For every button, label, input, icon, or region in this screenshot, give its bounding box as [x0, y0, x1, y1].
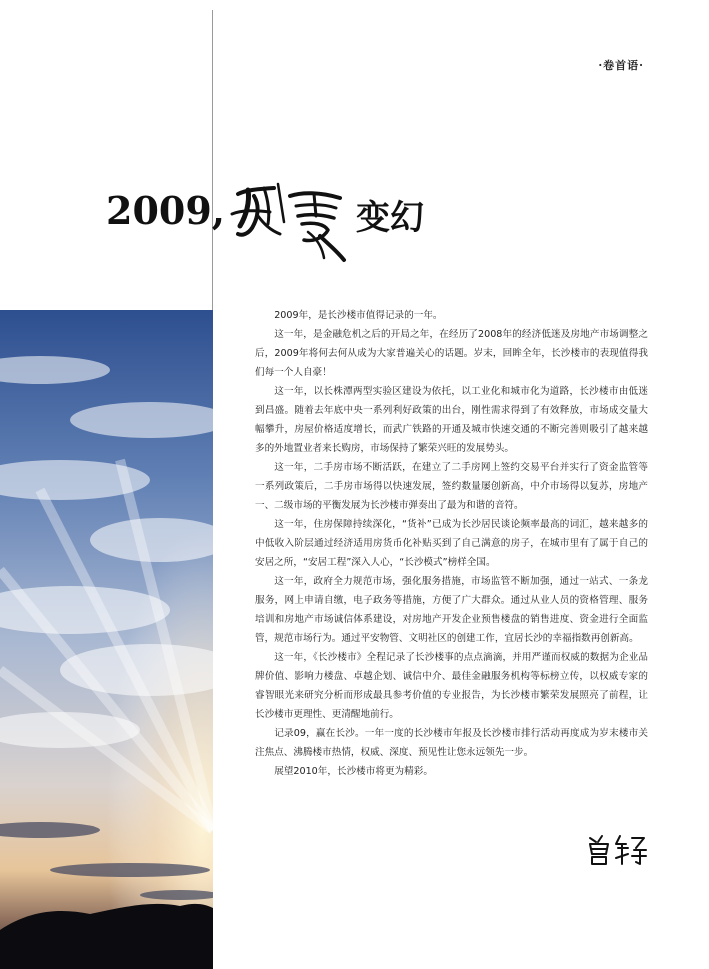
article-paragraph: 2009年，是长沙楼市值得记录的一年。: [274, 310, 443, 321]
section-label: ·卷首语·: [598, 59, 644, 72]
article-paragraph: 这一年，以长株潭两型实验区建设为依托，以工业化和城市化为道路，长沙楼市由低迷到昌盛。随着去年底中央一系列利好政策的出台，刚性需求得到了有效释放，市场成交量大幅攀升，房屋价格适度增长，而武广铁路的开通及城市快速交通的不断完善则吸引了越来越多的外地置业者来长购房，市场保持了繁荣兴旺的发展势头。: [255, 386, 648, 454]
article-paragraph: 这一年，住房保障持续深化，“货补”已成为长沙居民谈论频率最高的词汇，越来越多的中低收入阶层通过经济适用房货币化补贴买到了自己满意的房子，在城市里有了属于自己的安居之所，“安居工程”深入人心，“长沙模式”榜样全国。: [255, 519, 648, 568]
article-paragraph: 展望2010年，长沙楼市将更为精彩。: [274, 766, 433, 777]
article-paragraph: 这一年，政府全力规范市场，强化服务措施，市场监管不断加强，通过一站式、一条龙服务，网上申请自缴，电子政务等措施，方便了广大群众。通过从业人员的资格管理、服务培训和房地产市场诚信体系建设，对房地产开发企业预售楼盘的销售进度、资金进行全面监管，规范市场行为。通过平安物管、文明社区的创建工作，宜居长沙的幸福指数再创新高。: [255, 576, 648, 644]
headline-year: 2009,: [106, 188, 225, 233]
article-body: [255, 306, 648, 781]
headline: [106, 176, 466, 266]
headline-calligraphy: [224, 176, 356, 266]
author-signature: [586, 832, 650, 866]
article-paragraph: 这一年，《长沙楼市》全程记录了长沙楼事的点点滴滴，并用严谨而权威的数据为企业品牌价值、影响力楼盘、卓越企划、诚信中介、最佳金融服务机构等标榜立传，以权威专家的睿智眼光来研究分析而形成最具参考价值的专业报告，为长沙楼市繁荣发展照亮了前程，让长沙楼市更理性、更清醒地前行。: [255, 652, 648, 720]
article-paragraph: 这一年，是金融危机之后的开局之年，在经历了2008年的经济低迷及房地产市场调整之后，2009年将何去何从成为大家普遍关心的话题。岁末，回眸全年，长沙楼市的表现值得我们每一个人自豪！: [255, 329, 648, 378]
article-paragraph: 这一年，二手房市场不断活跃，在建立了二手房网上签约交易平台并实行了资金监管等一系列政策后，二手房市场得以快速发展，签约数量屡创新高，中介市场得以复苏，房地产一、二级市场的平衡发展为长沙楼市弹奏出了最为和谐的音符。: [255, 462, 648, 511]
headline-tail: 变幻: [356, 198, 424, 238]
article-paragraph: 记录09，赢在长沙。一年一度的长沙楼市年报及长沙楼市排行活动再度成为岁末楼市关注焦点、沸腾楼市热情，权威、深度、预见性让您永远领先一步。: [255, 728, 648, 758]
sky-photo: [0, 310, 213, 969]
